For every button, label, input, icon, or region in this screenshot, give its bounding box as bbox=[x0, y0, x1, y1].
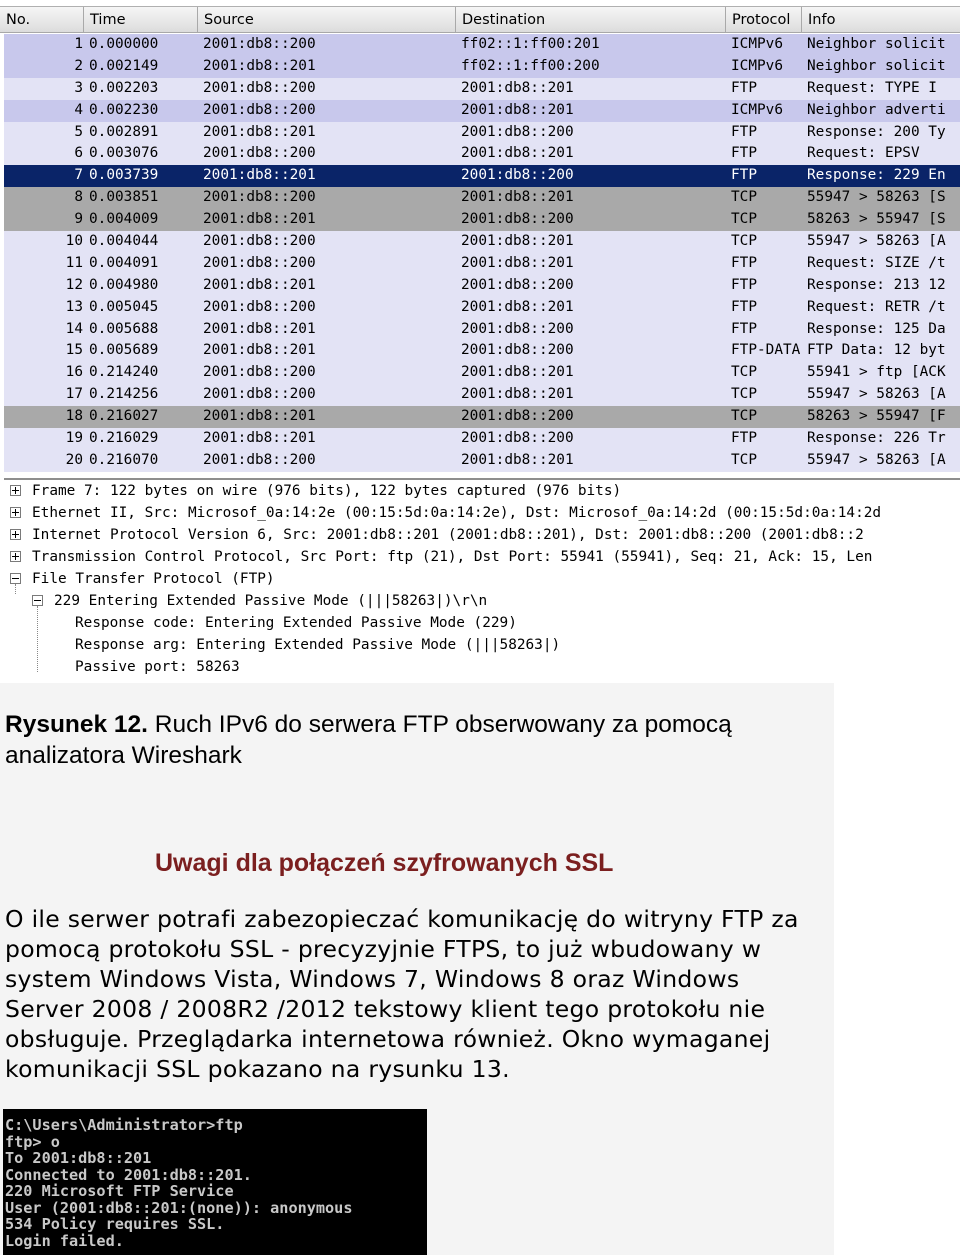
packet-row[interactable] bbox=[4, 143, 960, 165]
packet-source: 2001:db8::200 bbox=[203, 101, 316, 118]
packet-destination: 2001:db8::201 bbox=[461, 233, 574, 250]
tree-node-label: Internet Protocol Version 6, Src: 2001:db8::201 (2001:db8::201), Dst: 2001:db8::200 (2001:db8::2 bbox=[32, 527, 864, 543]
packet-info: Neighbor solicit bbox=[807, 36, 946, 52]
packet-time: 0.000000 bbox=[89, 36, 159, 52]
packet-time: 0.004044 bbox=[89, 233, 159, 250]
caption-label: Rysunek 12. bbox=[5, 711, 148, 738]
tree-node-response-code[interactable]: Response code: Entering Extended Passive Mode (229) bbox=[75, 615, 517, 631]
packet-destination: 2001:db8::200 bbox=[461, 211, 574, 228]
tree-node-label: Frame 7: 122 bytes on wire (976 bits), 122 bytes captured (976 bits) bbox=[32, 483, 622, 499]
packet-protocol: FTP bbox=[731, 254, 757, 271]
packet-source: 2001:db8::200 bbox=[203, 145, 316, 162]
packet-no: 2 bbox=[74, 57, 83, 74]
packet-time: 0.003851 bbox=[89, 189, 159, 206]
packet-info: Neighbor adverti bbox=[807, 101, 946, 118]
packet-no: 4 bbox=[74, 101, 83, 118]
packet-source: 2001:db8::200 bbox=[203, 298, 316, 315]
packet-time: 0.005045 bbox=[89, 298, 159, 315]
packet-destination: ff02::1:ff00:200 bbox=[461, 57, 600, 74]
packet-no: 19 bbox=[65, 430, 83, 447]
packet-destination: 2001:db8::201 bbox=[461, 101, 574, 118]
packet-row[interactable] bbox=[4, 275, 960, 297]
column-header-no[interactable]: No. bbox=[0, 7, 84, 33]
console-line: Login failed. bbox=[5, 1231, 124, 1250]
packet-row[interactable] bbox=[4, 384, 960, 406]
packet-time: 0.004091 bbox=[89, 254, 159, 271]
console-line: 220 Microsoft FTP Service bbox=[5, 1182, 234, 1200]
packet-time: 0.003739 bbox=[89, 167, 159, 184]
section-title: Uwagi dla połączeń szyfrowanych SSL bbox=[155, 849, 614, 877]
packet-row[interactable] bbox=[4, 362, 960, 384]
packet-protocol: ICMPv6 bbox=[731, 57, 783, 74]
packet-no: 8 bbox=[74, 189, 83, 206]
packet-protocol: TCP bbox=[731, 233, 757, 250]
packet-destination: ff02::1:ff00:201 bbox=[461, 36, 600, 52]
console-line: Connected to 2001:db8::201. bbox=[5, 1165, 252, 1184]
packet-destination: 2001:db8::201 bbox=[461, 298, 574, 315]
expand-plus-icon[interactable] bbox=[10, 551, 21, 562]
packet-row[interactable] bbox=[4, 450, 960, 472]
packet-no: 1 bbox=[74, 36, 83, 52]
expand-plus-icon[interactable] bbox=[10, 507, 21, 518]
packet-protocol: TCP bbox=[731, 408, 757, 425]
packet-source: 2001:db8::201 bbox=[203, 167, 316, 184]
packet-destination: 2001:db8::200 bbox=[461, 123, 574, 140]
packet-destination: 2001:db8::201 bbox=[461, 364, 574, 381]
packet-details-tree bbox=[4, 478, 960, 683]
packet-time: 0.216070 bbox=[89, 451, 159, 468]
packet-info: 55947 > 58263 [A bbox=[807, 451, 946, 468]
packet-time: 0.005688 bbox=[89, 320, 159, 337]
packet-protocol: TCP bbox=[731, 364, 757, 381]
packet-info: Response: 200 Ty bbox=[807, 123, 946, 140]
packet-info: Response: 125 Da bbox=[807, 320, 946, 337]
packet-no: 3 bbox=[74, 79, 83, 96]
packet-destination: 2001:db8::201 bbox=[461, 189, 574, 206]
tree-connector bbox=[37, 606, 38, 672]
packet-source: 2001:db8::200 bbox=[203, 254, 316, 271]
packet-no: 20 bbox=[65, 451, 83, 468]
packet-row[interactable] bbox=[4, 34, 960, 56]
packet-no: 17 bbox=[65, 386, 83, 403]
console-line: ftp> o bbox=[5, 1132, 60, 1151]
packet-row[interactable] bbox=[4, 340, 960, 362]
document-page bbox=[0, 683, 834, 1255]
packet-no: 7 bbox=[74, 167, 83, 184]
tree-node-label: Transmission Control Protocol, Src Port: ftp (21), Dst Port: 55941 (55941), Seq: 21, Ack: 15, Len bbox=[32, 549, 873, 565]
packet-row[interactable] bbox=[4, 231, 960, 253]
packet-time: 0.003076 bbox=[89, 145, 159, 162]
packet-source: 2001:db8::200 bbox=[203, 386, 316, 403]
packet-source: 2001:db8::200 bbox=[203, 79, 316, 96]
packet-protocol: FTP bbox=[731, 298, 757, 315]
packet-time: 0.214240 bbox=[89, 364, 159, 381]
packet-time: 0.005689 bbox=[89, 342, 159, 359]
column-header-destination[interactable]: Destination bbox=[456, 7, 726, 33]
packet-destination: 2001:db8::200 bbox=[461, 408, 574, 425]
packet-protocol: TCP bbox=[731, 189, 757, 206]
packet-protocol: FTP bbox=[731, 320, 757, 337]
packet-list bbox=[4, 34, 960, 472]
packet-info: Request: EPSV bbox=[807, 145, 920, 162]
packet-source: 2001:db8::201 bbox=[203, 123, 316, 140]
packet-destination: 2001:db8::201 bbox=[461, 451, 574, 468]
console-line: To 2001:db8::201 bbox=[5, 1149, 152, 1167]
tree-node-response-arg[interactable]: Response arg: Entering Extended Passive Mode (|||58263|) bbox=[75, 637, 561, 653]
packet-row[interactable] bbox=[4, 122, 960, 144]
packet-destination: 2001:db8::201 bbox=[461, 79, 574, 96]
packet-no: 10 bbox=[65, 233, 83, 250]
packet-destination: 2001:db8::201 bbox=[461, 254, 574, 271]
packet-no: 5 bbox=[74, 123, 83, 140]
packet-source: 2001:db8::201 bbox=[203, 430, 316, 447]
packet-time: 0.002203 bbox=[89, 79, 159, 96]
collapse-minus-icon[interactable] bbox=[32, 595, 43, 606]
packet-protocol: TCP bbox=[731, 386, 757, 403]
packet-source: 2001:db8::201 bbox=[203, 342, 316, 359]
packet-no: 12 bbox=[65, 276, 83, 293]
tree-node-label: File Transfer Protocol (FTP) bbox=[32, 571, 275, 587]
packet-destination: 2001:db8::200 bbox=[461, 430, 574, 447]
packet-protocol: FTP bbox=[731, 430, 757, 447]
packet-row[interactable] bbox=[4, 319, 960, 341]
packet-source: 2001:db8::201 bbox=[203, 320, 316, 337]
packet-destination: 2001:db8::201 bbox=[461, 145, 574, 162]
packet-protocol: TCP bbox=[731, 211, 757, 228]
packet-source: 2001:db8::201 bbox=[203, 211, 316, 228]
packet-protocol: ICMPv6 bbox=[731, 36, 783, 52]
packet-no: 16 bbox=[65, 364, 83, 381]
packet-row[interactable] bbox=[4, 297, 960, 319]
body-paragraph: O ile serwer potrafi zabezopieczać komunikację do witryny FTP za pomocą protokołu SSL - precyzyjnie FTPS, to już wbudowany w system Windows Vista, Windows 7, Windows 8 oraz Windows Server 2008 / 2008R2 /2012 tekstowy klient tego protokołu nie obsługuje. Przeglądarka internetowa również. Okno wymaganej komunikacji SSL pokazano na rysunku 13. bbox=[5, 905, 799, 1084]
packet-info: FTP Data: 12 byt bbox=[807, 342, 946, 359]
packet-source: 2001:db8::201 bbox=[203, 57, 316, 74]
packet-info: Response: 229 En bbox=[807, 167, 946, 184]
packet-info: Neighbor solicit bbox=[807, 57, 946, 74]
packet-time: 0.214256 bbox=[89, 386, 159, 403]
command-prompt-console bbox=[3, 1109, 427, 1255]
packet-info: 55941 > ftp [ACK bbox=[807, 364, 946, 381]
packet-no: 13 bbox=[65, 298, 83, 315]
packet-protocol: FTP bbox=[731, 276, 757, 293]
tree-connector bbox=[15, 584, 16, 594]
packet-row[interactable] bbox=[4, 165, 960, 187]
packet-info: Response: 213 12 bbox=[807, 276, 946, 293]
packet-protocol: FTP bbox=[731, 167, 757, 184]
packet-info: 58263 > 55947 [F bbox=[807, 408, 946, 425]
packet-time: 0.216027 bbox=[89, 408, 159, 425]
packet-time: 0.002149 bbox=[89, 57, 159, 74]
column-header-protocol[interactable]: Protocol bbox=[726, 7, 802, 33]
figure-caption bbox=[5, 709, 835, 771]
packet-protocol: ICMPv6 bbox=[731, 101, 783, 118]
packet-time: 0.004009 bbox=[89, 211, 159, 228]
tree-node-passive-port[interactable]: Passive port: 58263 bbox=[75, 659, 240, 675]
packet-row[interactable] bbox=[4, 253, 960, 275]
packet-row[interactable] bbox=[4, 56, 960, 78]
packet-info: Request: SIZE /t bbox=[807, 254, 946, 271]
caption-text: Ruch IPv6 do serwera FTP obserwowany za pomocą analizatora Wireshark bbox=[5, 711, 732, 769]
packet-row[interactable] bbox=[4, 100, 960, 122]
packet-protocol: FTP bbox=[731, 123, 757, 140]
packet-time: 0.004980 bbox=[89, 276, 159, 293]
packet-info: 55947 > 58263 [A bbox=[807, 386, 946, 403]
packet-no: 11 bbox=[65, 254, 83, 271]
packet-row[interactable] bbox=[4, 428, 960, 450]
tree-node-label: 229 Entering Extended Passive Mode (|||58263|)\r\n bbox=[54, 593, 488, 609]
console-line: User (2001:db8::201:(none)): anonymous bbox=[5, 1198, 353, 1217]
packet-destination: 2001:db8::200 bbox=[461, 276, 574, 293]
packet-time: 0.002230 bbox=[89, 101, 159, 118]
packet-destination: 2001:db8::201 bbox=[461, 386, 574, 403]
expand-plus-icon[interactable] bbox=[10, 485, 21, 496]
packet-no: 6 bbox=[74, 145, 83, 162]
packet-no: 9 bbox=[74, 211, 83, 228]
packet-protocol: TCP bbox=[731, 451, 757, 468]
packet-protocol: FTP bbox=[731, 79, 757, 96]
column-header-time[interactable]: Time bbox=[84, 7, 198, 33]
packet-source: 2001:db8::200 bbox=[203, 36, 316, 52]
packet-destination: 2001:db8::200 bbox=[461, 320, 574, 337]
packet-source: 2001:db8::201 bbox=[203, 408, 316, 425]
packet-destination: 2001:db8::200 bbox=[461, 342, 574, 359]
packet-source: 2001:db8::201 bbox=[203, 276, 316, 293]
packet-list-header bbox=[0, 6, 960, 33]
packet-no: 15 bbox=[65, 342, 83, 359]
packet-row[interactable] bbox=[4, 187, 960, 209]
packet-source: 2001:db8::200 bbox=[203, 364, 316, 381]
packet-info: 55947 > 58263 [S bbox=[807, 189, 946, 206]
packet-no: 18 bbox=[65, 408, 83, 425]
packet-time: 0.002891 bbox=[89, 123, 159, 140]
packet-row[interactable] bbox=[4, 209, 960, 231]
packet-info: Response: 226 Tr bbox=[807, 430, 946, 447]
packet-row[interactable] bbox=[4, 406, 960, 428]
column-header-info[interactable]: Info bbox=[808, 12, 836, 28]
packet-row[interactable] bbox=[4, 78, 960, 100]
packet-no: 14 bbox=[65, 320, 83, 337]
packet-protocol: FTP bbox=[731, 145, 757, 162]
console-line: C:\Users\Administrator>ftp bbox=[5, 1116, 243, 1134]
packet-info: 58263 > 55947 [S bbox=[807, 211, 946, 228]
packet-info: Request: TYPE I bbox=[807, 79, 937, 96]
packet-info: 55947 > 58263 [A bbox=[807, 233, 946, 250]
packet-source: 2001:db8::200 bbox=[203, 189, 316, 206]
tree-node-label: Ethernet II, Src: Microsof_0a:14:2e (00:15:5d:0a:14:2e), Dst: Microsof_0a:14:2d (00:15:5d:0a:14:2d bbox=[32, 505, 882, 521]
packet-source: 2001:db8::200 bbox=[203, 233, 316, 250]
packet-destination: 2001:db8::200 bbox=[461, 167, 574, 184]
packet-info: Request: RETR /t bbox=[807, 298, 946, 315]
collapse-minus-icon[interactable] bbox=[10, 573, 21, 584]
expand-plus-icon[interactable] bbox=[10, 529, 21, 540]
packet-source: 2001:db8::200 bbox=[203, 451, 316, 468]
packet-time: 0.216029 bbox=[89, 430, 159, 447]
column-header-source[interactable]: Source bbox=[198, 7, 456, 33]
packet-protocol: FTP-DATA bbox=[731, 342, 801, 359]
console-line: 534 Policy requires SSL. bbox=[5, 1215, 225, 1233]
